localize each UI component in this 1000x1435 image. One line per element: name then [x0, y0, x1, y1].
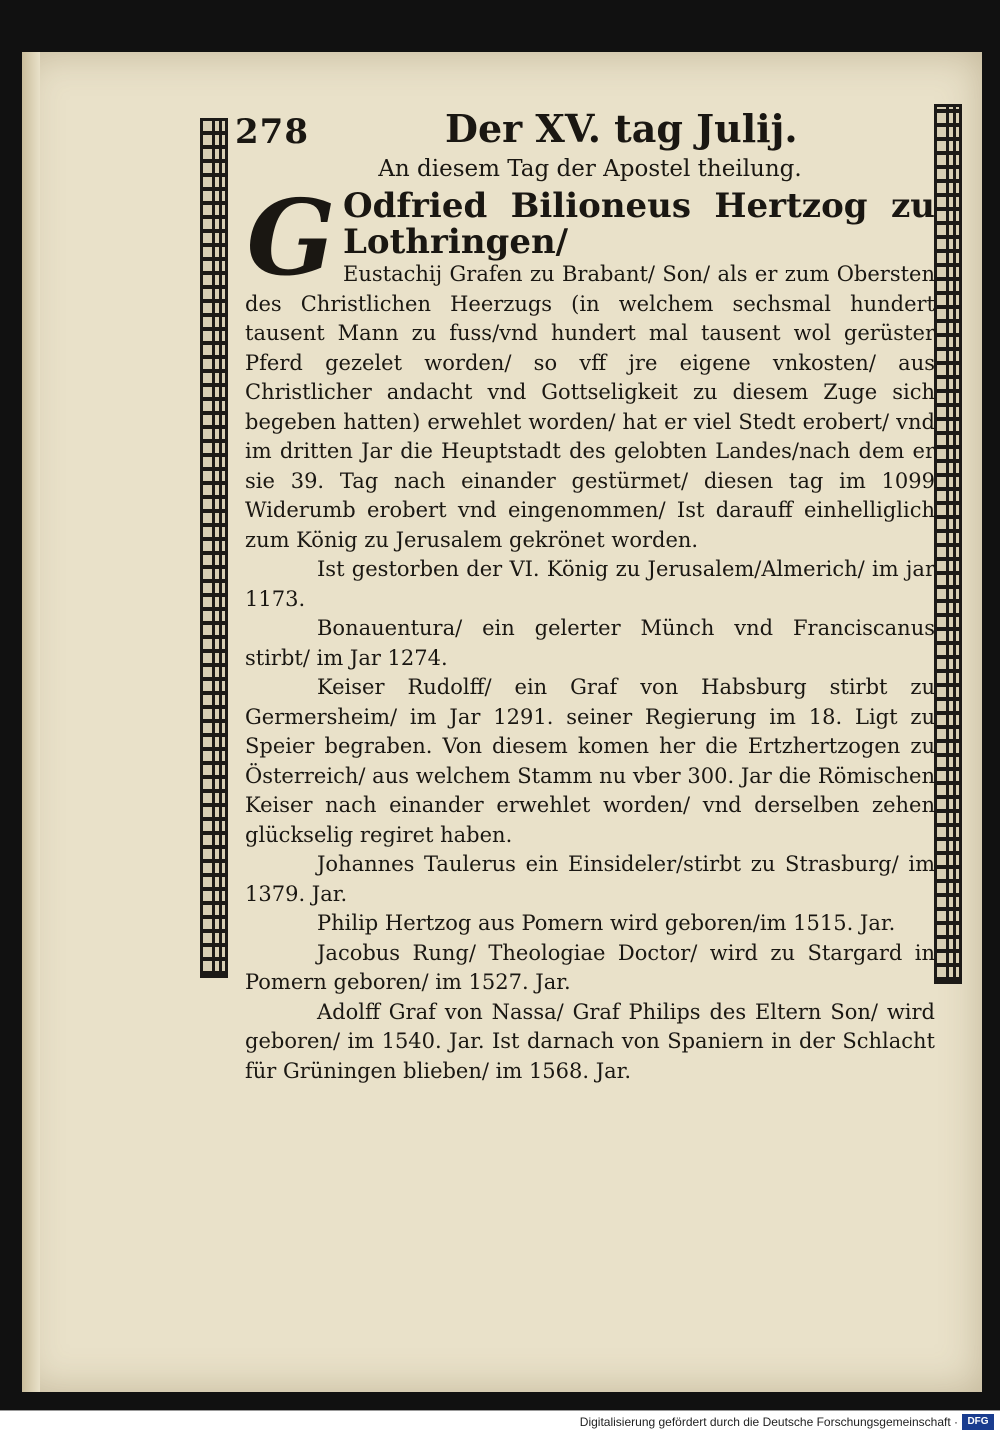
ornamental-border-right — [934, 104, 962, 984]
entry-philip: Philip Hertzog aus Pomern wird geboren/im 1515. Jar. — [317, 911, 896, 935]
page-gutter-shadow — [22, 52, 40, 1392]
funding-credit: Digitalisierung gefördert durch die Deutsche Forschungsgemeinschaft · — [579, 1415, 958, 1429]
decorated-initial: G — [246, 176, 336, 299]
lead-entry — [245, 176, 935, 555]
entry-bonaventura: Bonauentura/ ein gelerter Münch vnd Franciscanus stirbt/ im Jar 1274. — [245, 616, 935, 670]
running-title: Der XV. tag Julij. — [445, 106, 798, 151]
footer-bar — [0, 1410, 1000, 1435]
day-subtitle: An diesem Tag der Apostel theilung. — [378, 156, 802, 182]
lead-first-line: Odfried Bilioneus Hertzog zu Lothringen/ — [343, 186, 935, 262]
lead-entry-text: Eustachij Grafen zu Brabant/ Son/ als er zum Obersten des Christlichen Heerzugs (in welchem sechsmal hundert tausent Mann zu fuss/vnd hundert mal tausent wol gerüster Pferd gezelet worden/ so vff jre eigene vnkosten/ aus Christlicher andacht vnd Gottseligkeit zu diesem Zuge sich begeben hatten) erwehlet worden/ hat er viel Stedt erobert/ vnd im dritten Jar die Heuptstadt des gelobten Landes/nach dem er sie 39. Tag nach einander gestürmet/ diesen tag im 1099 Widerumb erobert vnd eingenommen/ Ist darauff einhelliglich zum König zu Jerusalem gekrönet worden. — [245, 262, 935, 552]
entry-rung: Jacobus Rung/ Theologiae Doctor/ wird zu Stargard in Pomern geboren/ im 1527. Jar. — [245, 940, 935, 994]
page-content — [235, 104, 935, 1086]
entry-rudolff: Keiser Rudolff/ ein Graf von Habsburg stirbt zu Germersheim/ im Jar 1291. seiner Regierung im 18. Ligt zu Speier begraben. Von diesem komen her die Ertzhertzogen zu Österreich/ aus welchem Stamm nu vber 300. Jar die Römischen Keiser nach einander erwehlet worden/ vnd derselben zehen glückselig regiret haben. — [245, 675, 935, 847]
entry-almerich: Ist gestorben der VI. König zu Jerusalem/Almerich/ im jar 1173. — [245, 557, 935, 611]
page-number: 278 — [235, 112, 309, 152]
dfg-logo-icon: DFG — [962, 1414, 994, 1430]
page-header — [235, 104, 935, 154]
entry-adolff: Adolff Graf von Nassa/ Graf Philips des Eltern Son/ wird geboren/ im 1540. Jar. Ist darnach von Spaniern in der Schlacht für Grüningen blieben/ im 1568. Jar. — [245, 999, 935, 1083]
entry-taulerus: Johannes Taulerus ein Einsideler/stirbt zu Strasburg/ im 1379. Jar. — [245, 852, 935, 906]
ornamental-border-left — [200, 118, 228, 978]
